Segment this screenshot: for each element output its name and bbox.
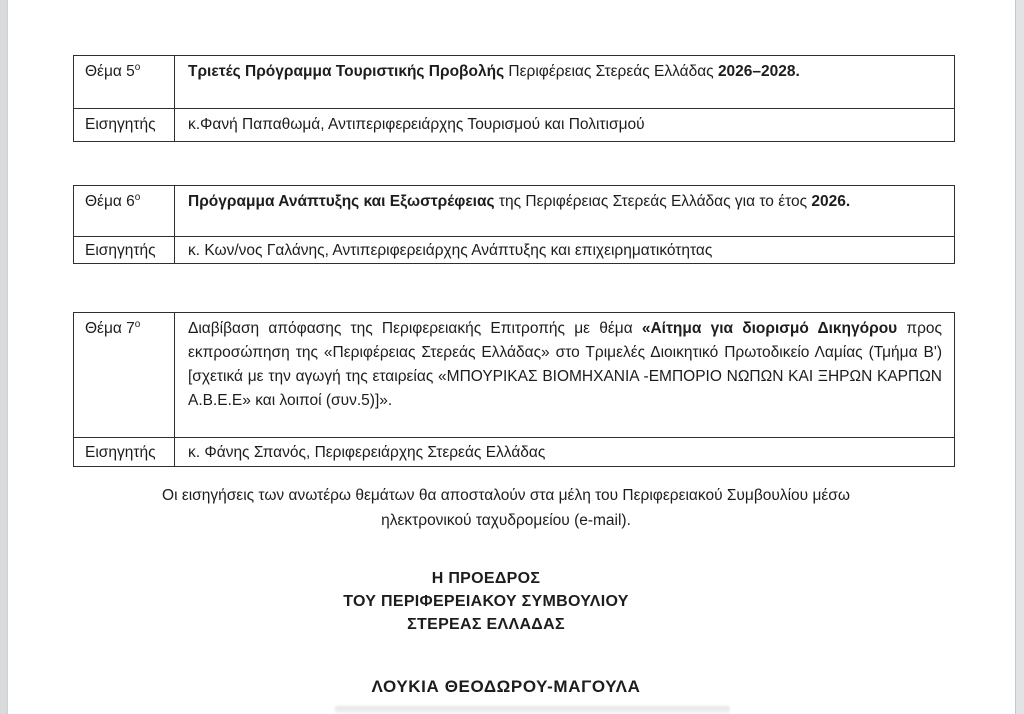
signature-title-line2: ΤΟΥ ΠΕΡΙΦΕΡΕΙΑΚΟΥ ΣΥΜΒΟΥΛΙΟΥ	[343, 593, 629, 610]
topic-5-subject-normal: Περιφέρειας Στερεάς Ελλάδας	[504, 63, 718, 80]
topic-6-ordinal: ο	[134, 191, 141, 203]
topic-7-ordinal: ο	[134, 318, 141, 330]
agenda-table-topic-5	[73, 55, 955, 142]
topic-6-label-text: Θέμα 6	[85, 193, 135, 210]
cutoff-text-line	[335, 706, 730, 714]
topic-5-label-text: Θέμα 5	[85, 63, 135, 80]
topic-6-rapporteur: κ. Κων/νος Γαλάνης, Αντιπεριφερειάρχης Ανάπτυξης και επιχειρηματικότητας	[188, 242, 713, 259]
topic-6-subject	[175, 186, 954, 236]
signature-name: ΛΟΥΚΙΑ ΘΕΟΔΩΡΟΥ-ΜΑΓΟΥΛΑ	[371, 677, 641, 696]
topic-7-subject-bold: «Αίτημα για διορισμό Δικηγόρου	[641, 320, 898, 337]
topic-6-subject-bold: Πρόγραμμα Ανάπτυξης και Εξωστρέφειας	[188, 193, 495, 210]
topic-7-label-text: Θέμα 7	[85, 320, 135, 337]
signature-block	[0, 567, 972, 636]
agenda-table-topic-6	[73, 185, 955, 264]
signature-title-line3: ΣΤΕΡΕΑΣ ΕΛΛΑΔΑΣ	[407, 616, 565, 633]
topic-5-label	[74, 56, 175, 108]
topic-7-subject-intro: Διαβίβαση απόφασης της Περιφερειακής Επιτροπής με θέμα	[188, 320, 642, 337]
page-right-edge	[1015, 0, 1024, 714]
topic-5-rapporteur-label: Εισηγητής	[74, 109, 175, 141]
topic-5-ordinal: ο	[134, 61, 141, 73]
topic-5-subject-bold: Τριετές Πρόγραμμα Τουριστικής Προβολής	[188, 63, 505, 80]
topic-6-rapporteur-label: Εισηγητής	[74, 237, 175, 263]
topic-6-label	[74, 186, 175, 236]
topic-7-rapporteur: κ. Φάνης Σπανός, Περιφερειάρχης Στερεάς Ελλάδας	[188, 444, 546, 461]
agenda-table-topic-7	[73, 312, 955, 467]
footer-note-line2: ηλεκτρονικού ταχυδρομείου (e-mail).	[381, 512, 631, 529]
topic-5-rapporteur: κ.Φανή Παπαθωμά, Αντιπεριφερειάρχης Τουρισμού και Πολιτισμού	[188, 116, 645, 133]
signature-title-line1: Η ΠΡΟΕΔΡΟΣ	[431, 570, 541, 587]
topic-5-subject-years: 2026–2028.	[717, 63, 800, 80]
topic-6-subject-normal: της Περιφέρειας Στερεάς Ελλάδας για το έτος	[494, 193, 812, 210]
topic-7-subject-body: προς εκπροσώπηση της «Περιφέρειας Στερεάς Ελλάδας» στο Τριμελές Διοικητικό Πρωτοδικείο Λαμίας (Τμήμα Β') [σχετικά με την αγωγή της εταιρείας «ΜΠΟΥΡΙΚΑΣ ΒΙΟΜΗΧΑΝΙΑ -ΕΜΠΟΡΙΟ ΝΩΠΩΝ ΚΑΙ ΞΗΡΩΝ ΚΑΡΠΩΝ Α.Β.Ε.Ε» και λοιποί (συν.5)]».	[188, 320, 942, 409]
topic-7-label	[74, 313, 175, 437]
footer-note-line1: Οι εισηγήσεις των ανωτέρω θεμάτων θα αποσταλούν στα μέλη του Περιφερειακού Συμβουλίου μέσω	[162, 487, 850, 504]
topic-6-subject-year: 2026.	[811, 193, 851, 210]
topic-7-rapporteur-label: Εισηγητής	[74, 438, 175, 466]
footer-note	[0, 483, 1012, 533]
topic-5-subject	[175, 56, 954, 108]
topic-7-subject	[175, 313, 954, 437]
